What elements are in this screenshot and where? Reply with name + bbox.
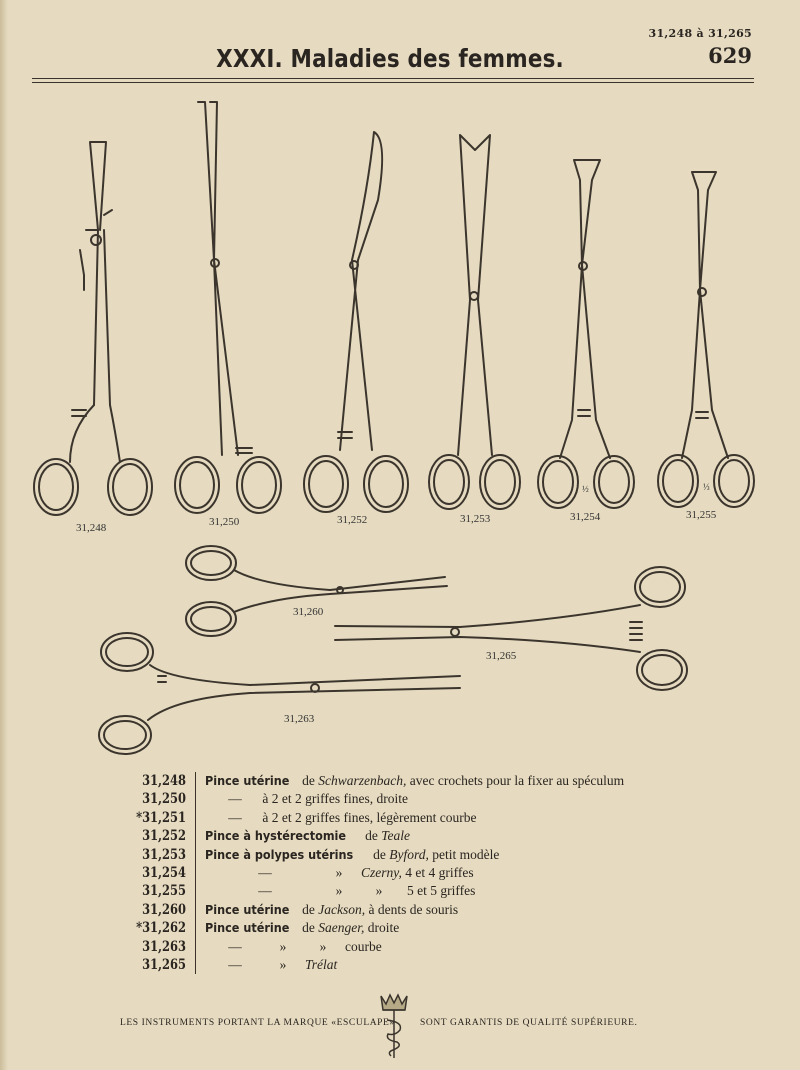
item-maker: Byford, (389, 846, 429, 862)
column-divider (195, 882, 196, 900)
item-name: Pince à hystérectomie (205, 828, 347, 844)
catalog-description (205, 919, 399, 937)
page-range: 31,248 à 31,265 (648, 27, 752, 40)
catalog-row (120, 956, 720, 974)
item-maker: Jackson, (318, 901, 366, 917)
ditto-mark: » (335, 864, 343, 880)
forceps-31250-illustration (175, 102, 281, 513)
forceps-31252-illustration (304, 132, 408, 512)
column-divider (195, 827, 196, 845)
ditto-mark: » (375, 883, 383, 899)
catalog-description (205, 901, 458, 919)
item-maker: Saenger, (318, 920, 365, 936)
item-preposition: de (298, 920, 319, 936)
caption-31254: 31,254 (570, 511, 601, 523)
catalog-number: 31,252 (142, 828, 186, 845)
catalog-row (120, 772, 720, 790)
item-detail: à dents de souris (365, 901, 459, 917)
item-detail: à 2 et 2 griffes fines, droite (262, 791, 408, 807)
catalog-row (120, 864, 720, 882)
catalog-number: 31,253 (142, 846, 186, 863)
scale-mark-31254: ½ (582, 484, 589, 494)
column-divider (195, 846, 196, 864)
item-detail: 5 et 5 griffes (407, 883, 476, 899)
catalog-description (205, 846, 499, 864)
item-detail: courbe (345, 938, 382, 954)
catalog-description (205, 882, 475, 900)
forceps-31263-illustration (99, 633, 460, 754)
item-detail: 4 et 4 griffes (401, 864, 474, 880)
column-divider (195, 809, 196, 827)
item-preposition: de (298, 901, 319, 917)
forceps-31255-illustration (658, 172, 754, 507)
catalog-description (205, 827, 410, 845)
caption-31265: 31,265 (486, 650, 517, 662)
ditto-dash: — (228, 938, 242, 954)
caption-31253: 31,253 (460, 513, 491, 525)
catalog-description (205, 809, 477, 827)
catalog-list (120, 772, 720, 974)
ditto-dash: — (258, 864, 272, 880)
catalog-description (205, 772, 624, 790)
catalog-row (120, 919, 720, 937)
catalog-number: 31,260 (142, 901, 186, 918)
forceps-31265-illustration (335, 567, 687, 690)
caption-31263: 31,263 (284, 713, 315, 725)
catalog-row (120, 846, 720, 864)
column-divider (195, 864, 196, 882)
forceps-31260-illustration (186, 546, 447, 636)
ditto-mark: » (319, 938, 327, 954)
item-name: Pince à polypes utérins (205, 846, 354, 862)
catalog-number: *31,262 (136, 920, 186, 937)
esculape-logo-icon (375, 992, 413, 1062)
scale-mark-31255: ⅓ (703, 482, 710, 492)
catalog-row (120, 790, 720, 808)
item-preposition: de (361, 828, 382, 844)
ditto-mark: » (279, 938, 287, 954)
caption-31255: 31,255 (686, 509, 717, 521)
catalog-description (205, 956, 337, 974)
catalog-number: 31,250 (142, 791, 186, 808)
caption-31252: 31,252 (337, 514, 368, 526)
footer-left-text: LES INSTRUMENTS PORTANT LA MARQUE «ESCULAPE» (120, 1018, 395, 1028)
ditto-dash: — (258, 883, 272, 899)
ditto-dash: — (228, 791, 242, 807)
catalog-number: 31,254 (142, 864, 186, 881)
catalog-number: *31,251 (136, 809, 186, 826)
page-title: XXXI. Maladies des femmes. (216, 44, 564, 73)
item-detail: à 2 et 2 griffes fines, légèrement courbe (262, 809, 477, 825)
column-divider (195, 901, 196, 919)
item-detail: petit modèle (428, 846, 500, 862)
column-divider (195, 772, 196, 790)
item-maker: Czerny, (361, 864, 402, 880)
catalog-number: 31,248 (142, 773, 186, 789)
caption-31248: 31,248 (76, 522, 107, 534)
catalog-row (120, 938, 720, 956)
item-detail: avec crochets pour la fixer au spéculum (406, 773, 625, 788)
catalog-number: 31,265 (142, 956, 186, 973)
item-detail: droite (364, 920, 400, 936)
catalog-description (205, 790, 408, 808)
forceps-31248-illustration (34, 142, 152, 515)
ditto-dash: — (228, 956, 242, 972)
item-maker: Teale (381, 828, 410, 844)
footer-right-text: SONT GARANTIS DE QUALITÉ SUPÉRIEURE. (420, 1018, 638, 1028)
column-divider (195, 919, 196, 937)
catalog-row (120, 809, 720, 827)
ditto-mark: » (335, 883, 343, 899)
item-name: Pince utérine (205, 920, 290, 936)
ditto-dash: — (228, 809, 242, 825)
ditto-mark: » (279, 956, 287, 972)
item-maker: Trélat (305, 956, 338, 972)
item-name: Pince utérine (205, 901, 290, 917)
catalog-description (205, 864, 474, 882)
catalog-row (120, 882, 720, 900)
catalog-row (120, 827, 720, 845)
item-name: Pince utérine (205, 773, 290, 788)
forceps-31254-illustration (538, 160, 634, 508)
caption-31260: 31,260 (293, 606, 324, 618)
catalog-number: 31,263 (142, 938, 186, 955)
catalog-row (120, 901, 720, 919)
item-preposition: de (298, 773, 319, 788)
caption-31250: 31,250 (209, 516, 240, 528)
item-maker: Schwarzenbach, (318, 773, 407, 788)
item-preposition: de (369, 846, 390, 862)
catalog-description (205, 938, 382, 956)
column-divider (195, 956, 196, 974)
catalog-number: 31,255 (142, 883, 186, 900)
page-number: 629 (708, 43, 752, 68)
forceps-31253-illustration (429, 135, 520, 509)
column-divider (195, 938, 196, 956)
column-divider (195, 790, 196, 808)
